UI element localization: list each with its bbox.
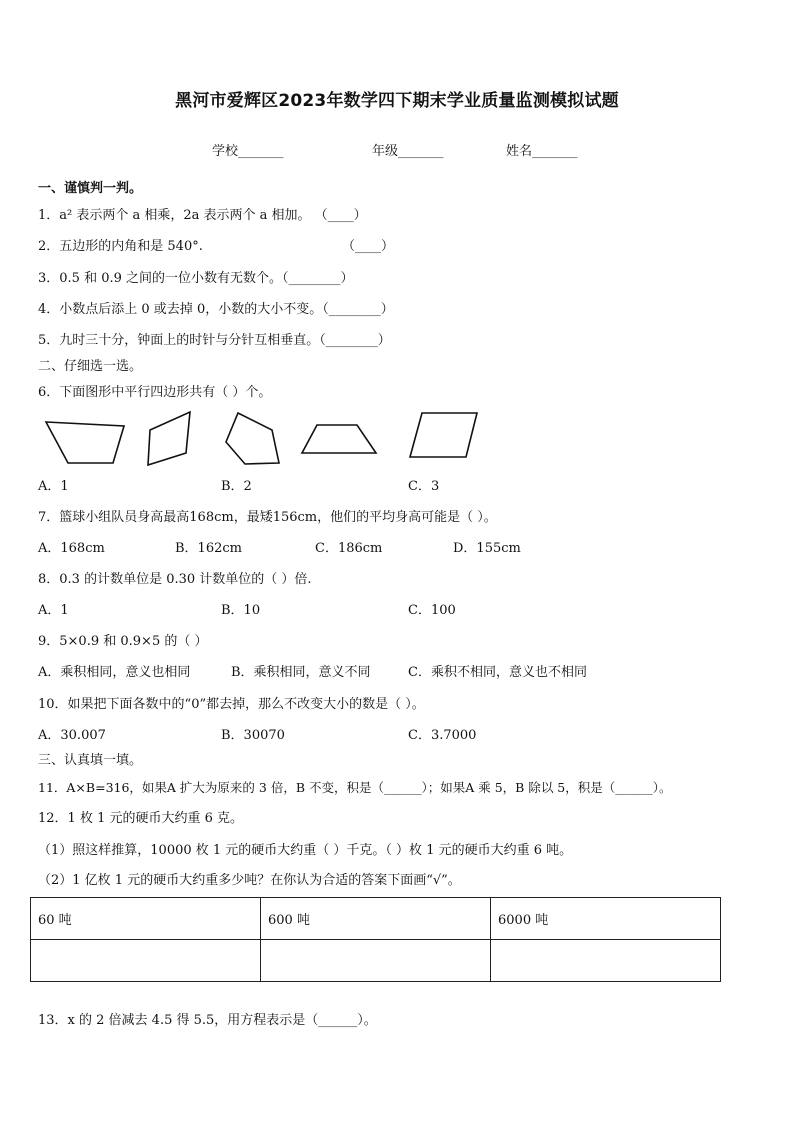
answer-cell-3[interactable] bbox=[491, 940, 721, 982]
q8-option-a: A．1 bbox=[38, 603, 69, 618]
name-field: 姓名_______ bbox=[506, 144, 578, 159]
q6-option-b: B．2 bbox=[221, 479, 252, 494]
parallelogram-shape bbox=[410, 413, 477, 457]
q7-option-c: C．186cm bbox=[315, 541, 383, 556]
question-6: 6．下面图形中平行四边形共有（ ）个。 bbox=[38, 385, 272, 400]
question-12: 12．1 枚 1 元的硬币大约重 6 克。 bbox=[38, 811, 244, 826]
answer-cell-1[interactable] bbox=[31, 940, 261, 982]
section-heading-choose: 二、仔细选一选。 bbox=[38, 359, 143, 374]
q9-option-b: B．乘积相同，意义不同 bbox=[231, 665, 371, 680]
question-4: 4．小数点后添上 0 或去掉 0，小数的大小不变。（________） bbox=[38, 302, 394, 317]
question-2: 2．五边形的内角和是 540°. bbox=[38, 239, 203, 254]
question-11: 11．A×B=316，如果A 扩大为原来的 3 倍，B 不变，积是（______）；如果A 乘 5，B 除以 5，积是（______）。 bbox=[38, 780, 672, 795]
q8-option-b: B．10 bbox=[221, 603, 261, 618]
table-cell-60: 60 吨 bbox=[31, 898, 261, 940]
question-3: 3．0.5 和 0.9 之间的一位小数有无数个。（________） bbox=[38, 271, 354, 286]
q6-option-c: C．3 bbox=[408, 479, 440, 494]
question-10: 10．如果把下面各数中的“0”都去掉，那么不改变大小的数是（ ）。 bbox=[38, 697, 425, 712]
table-row bbox=[31, 940, 721, 982]
q7-option-b: B．162cm bbox=[175, 541, 242, 556]
q10-option-a: A．30.007 bbox=[38, 728, 106, 743]
table-row bbox=[31, 898, 721, 940]
grade-field: 年级_______ bbox=[372, 144, 444, 159]
q10-option-c: C．3.7000 bbox=[408, 728, 477, 743]
q8-option-c: C．100 bbox=[408, 603, 456, 618]
table-cell-600: 600 吨 bbox=[261, 898, 491, 940]
question-7: 7．篮球小组队员身高最高168cm，最矮156cm，他们的平均身高可能是（ ）。 bbox=[38, 510, 497, 525]
section-heading-fill: 三、认真填一填。 bbox=[38, 753, 143, 768]
q7-option-a: A．168cm bbox=[38, 541, 105, 556]
quadrilateral-shape-2 bbox=[148, 412, 190, 465]
q9-option-c: C．乘积不相同，意义也不相同 bbox=[408, 665, 587, 680]
question-5: 5．九时三十分，钟面上的时针与分针互相垂直。（________） bbox=[38, 333, 391, 348]
answer-table bbox=[30, 897, 721, 982]
question-13: 13．x 的 2 倍减去 4.5 得 5.5，用方程表示是（______）。 bbox=[38, 1013, 377, 1028]
question-12-part-1: （1）照这样推算，10000 枚 1 元的硬币大约重（ ）千克。（ ）枚 1 元的硬币大约重 6 吨。 bbox=[38, 843, 573, 858]
school-field: 学校_______ bbox=[212, 144, 284, 159]
pentagon-shape bbox=[226, 413, 279, 464]
q6-option-a: A．1 bbox=[38, 479, 69, 494]
q7-option-d: D．155cm bbox=[453, 541, 521, 556]
question-12-part-2: （2）1 亿枚 1 元的硬币大约重多少吨？在你认为合适的答案下面画“√”。 bbox=[38, 873, 461, 888]
answer-cell-2[interactable] bbox=[261, 940, 491, 982]
quadrilateral-figures bbox=[0, 400, 794, 475]
question-2-blank: （____） bbox=[342, 239, 395, 254]
question-9: 9．5×0.9 和 0.9×5 的（ ） bbox=[38, 634, 208, 649]
quadrilateral-shape-1 bbox=[46, 422, 124, 463]
page-title: 黑河市爱辉区2023年数学四下期末学业质量监测模拟试题 bbox=[175, 91, 619, 111]
question-8: 8．0.3 的计数单位是 0.30 计数单位的（ ）倍. bbox=[38, 572, 312, 587]
question-1: 1．a² 表示两个 a 相乘，2a 表示两个 a 相加。 （____） bbox=[38, 208, 367, 223]
q9-option-a: A．乘积相同，意义也相同 bbox=[38, 665, 191, 680]
table-cell-6000: 6000 吨 bbox=[491, 898, 721, 940]
trapezoid-shape bbox=[302, 425, 376, 453]
section-heading-judge: 一、谨慎判一判。 bbox=[38, 181, 143, 196]
q10-option-b: B．30070 bbox=[221, 728, 285, 743]
